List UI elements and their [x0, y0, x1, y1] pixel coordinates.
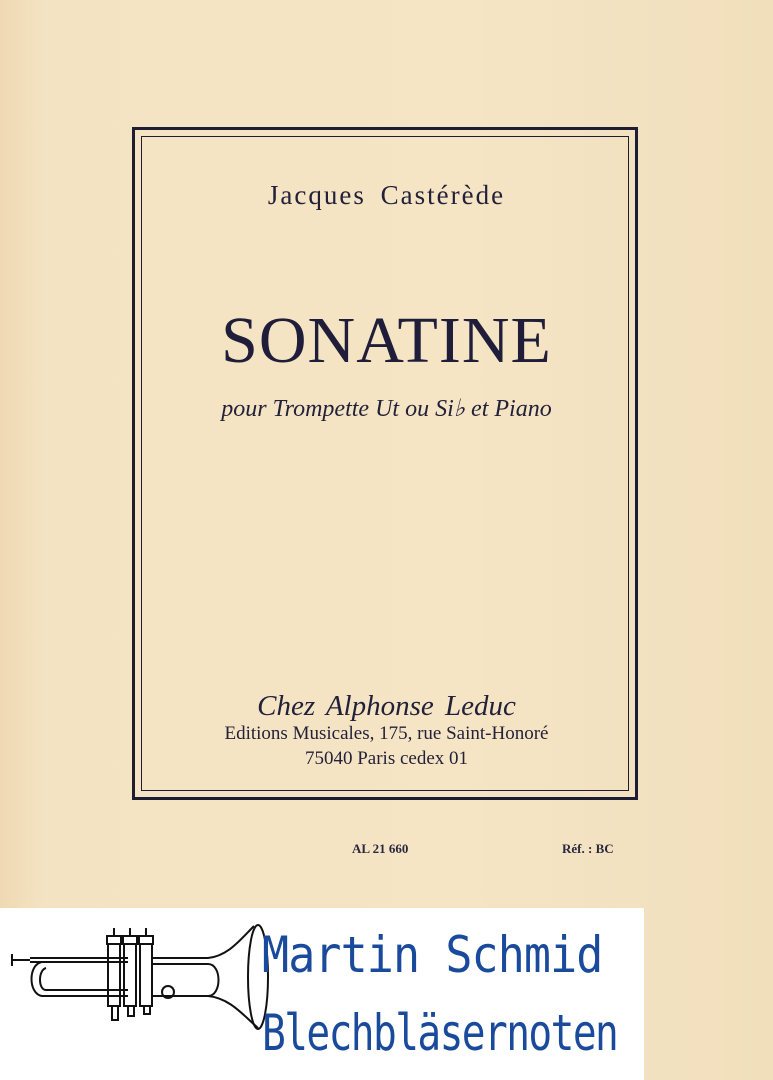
publisher-name: Chez Alphonse Leduc: [257, 690, 516, 722]
page-title: SONATINE: [221, 304, 552, 377]
publisher-address-line2: 75040 Paris cedex 01: [304, 748, 469, 769]
brand-name-line1: Martin Schmid: [262, 926, 603, 984]
reference-code: Réf. : BC: [562, 841, 614, 856]
trumpet-icon: [8, 920, 272, 1030]
publisher-address-line1: Editions Musicales, 175, rue Saint-Honoré: [224, 723, 549, 744]
catalog-number: AL 21 660: [352, 841, 409, 856]
seller-banner: [0, 908, 644, 1080]
brand-name-line2: Blechbläsernoten: [262, 1004, 618, 1062]
composer-name: Jacques Castérède: [267, 180, 506, 210]
instrumentation-subtitle: pour Trompette Ut ou Si♭ et Piano: [221, 396, 552, 422]
